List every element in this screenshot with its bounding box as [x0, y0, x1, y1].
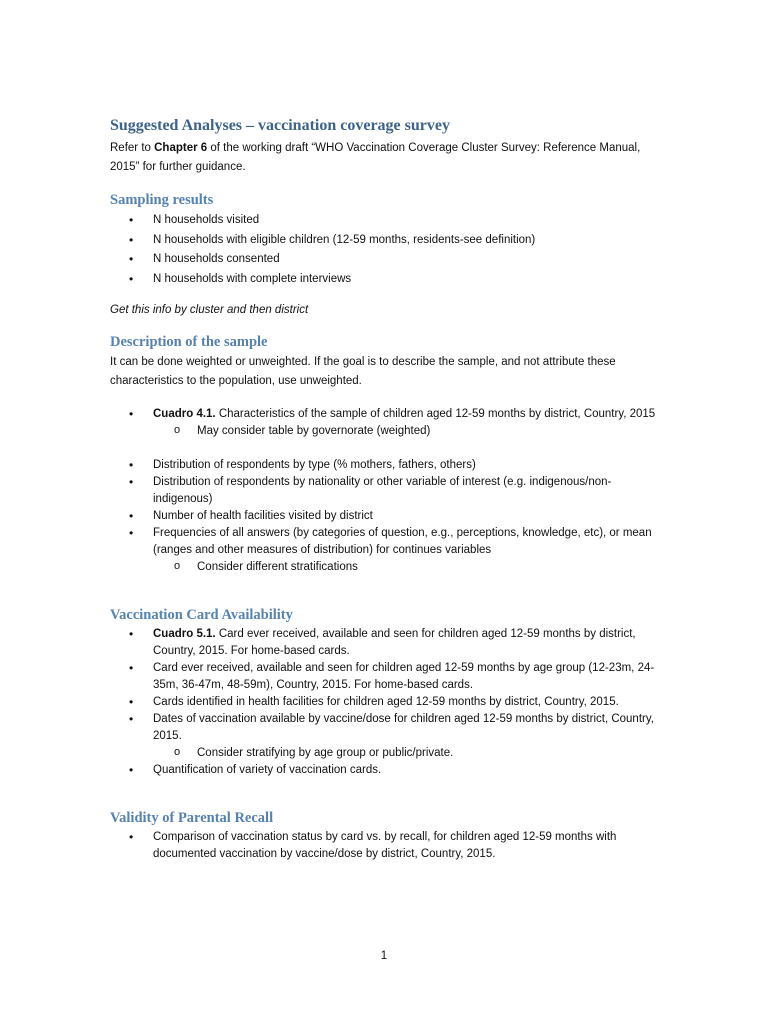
table-ref: Cuadro 4.1.: [153, 408, 216, 420]
card-item: • Cards identified in health facilities for children aged 12-59 months by district, Country, 2015.: [110, 694, 670, 711]
card-item: • Card ever received, available and seen for children aged 12-59 months by age group (12-23m, 24-35m, 36-47m, 48-59m), Country, 2015. For home-based cards.: [110, 660, 670, 694]
card-heading: Vaccination Card Availability: [110, 607, 293, 623]
sampling-list: [110, 211, 670, 289]
card-item: [110, 626, 670, 660]
sampling-note: Get this info by cluster and then district: [110, 304, 309, 316]
description-item: • Frequencies of all answers (by categories of question, e.g., perceptions, knowledge, etc), or mean (ranges and other measures of distribution) for continues variables: [110, 525, 670, 559]
description-list: [110, 406, 670, 440]
intro-paragraph: [110, 139, 670, 177]
recall-item: • Comparison of vaccination status by card vs. by recall, for children aged 12-59 months with documented vaccination by vaccine/dose by district, Country, 2015.: [110, 829, 670, 863]
card-item-text: Card ever received, available and seen for children aged 12-59 months by district, Country, 2015. For home-based cards.: [153, 628, 636, 657]
description-paragraph: It can be done weighted or unweighted. If the goal is to describe the sample, and not attribute these characteristics to the population, use unweighted.: [110, 356, 616, 387]
description-item-text: Characteristics of the sample of children aged 12-59 months by district, Country, 2015: [215, 408, 656, 420]
description-heading: Description of the sample: [110, 334, 268, 350]
intro-suffix: of the working draft “WHO Vaccination Coverage Cluster Survey: Reference Manual, 2015” for further guidance.: [110, 142, 641, 173]
card-subitem: o Consider stratifying by age group or public/private.: [110, 745, 670, 762]
description-item: • Number of health facilities visited by district: [110, 508, 670, 525]
sampling-item: • N households with eligible children (12-59 months, residents-see definition): [110, 231, 670, 251]
page-number: 1: [380, 950, 388, 962]
description-subitem: o May consider table by governorate (weighted): [110, 423, 670, 440]
card-item: • Dates of vaccination available by vaccine/dose for children aged 12-59 months by district, Country, 2015.: [110, 711, 670, 745]
card-list: [110, 626, 670, 779]
description-list-2: [110, 457, 670, 576]
description-item: • Distribution of respondents by type (% mothers, fathers, others): [110, 457, 670, 474]
description-subitem: o Consider different stratifications: [110, 559, 670, 576]
sampling-heading: Sampling results: [110, 192, 214, 208]
card-item: • Quantification of variety of vaccination cards.: [110, 762, 670, 779]
document-title: Suggested Analyses – vaccination coverage survey: [110, 117, 450, 134]
table-ref: Cuadro 5.1.: [153, 628, 216, 640]
description-item: • Distribution of respondents by nationality or other variable of interest (e.g. indigenous/non-indigenous): [110, 474, 670, 508]
intro-prefix: Refer to: [110, 142, 155, 154]
sampling-item: • N households consented: [110, 250, 670, 270]
document-body: [110, 116, 670, 863]
recall-list: [110, 829, 670, 863]
recall-heading: Validity of Parental Recall: [110, 810, 274, 826]
intro-chapter-ref: Chapter 6: [154, 142, 208, 154]
description-item: [110, 406, 670, 423]
sampling-item: • N households with complete interviews: [110, 270, 670, 290]
sampling-item: • N households visited: [110, 211, 670, 231]
